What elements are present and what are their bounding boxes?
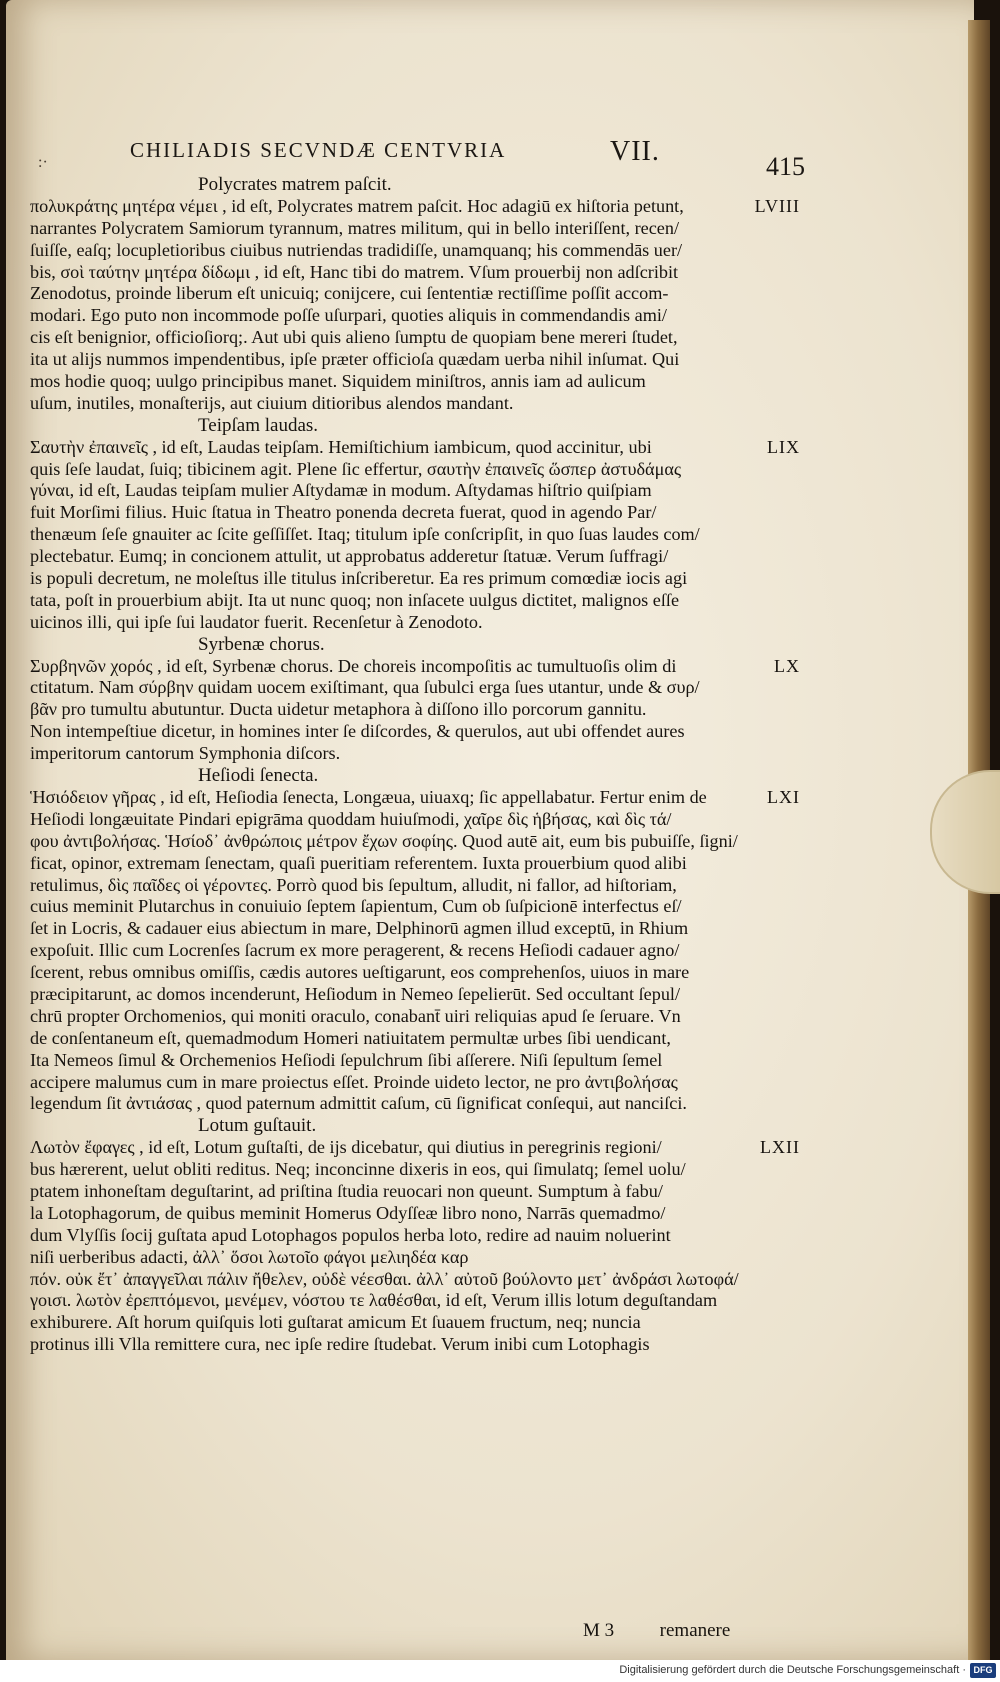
text-line — [30, 502, 800, 524]
adage-title — [30, 765, 800, 787]
text-line — [30, 962, 800, 984]
text-line — [30, 349, 800, 371]
line-text: βᾶν pro tumultu abutuntur. Ducta uidetur metaphora à diſſono illo porcorum gannitu. — [30, 699, 647, 720]
footer-bar — [0, 1660, 1000, 1682]
text-line — [30, 940, 800, 962]
line-text: fuit Morſimi filius. Huic ſtatua in Theatro ponenda decreta fuerat, quod in agendo Par/ — [30, 502, 657, 523]
text-line — [30, 787, 800, 809]
line-text: plectebatur. Eumq; in concionem attulit, ut approbatus adderetur ſtatuæ. Verum ſuffragi/ — [30, 546, 669, 567]
catchword: remanere — [659, 1620, 731, 1641]
text-line — [30, 1290, 800, 1312]
text-line — [30, 875, 800, 897]
text-line — [30, 1093, 800, 1115]
text-line — [30, 327, 800, 349]
line-text: chrū propter Orchomenios, qui moniti oraculo, conabant̄ uiri reliquias apud ſe ſeruare. Vn — [30, 1005, 681, 1026]
line-text: cuius meminit Plutarchus in conuiuio ſeptem ſapientum, Cum ob ſuſpicionē interfectus eſ/ — [30, 896, 682, 917]
text-line — [30, 1159, 800, 1181]
body-text — [30, 174, 800, 1356]
text-line — [30, 1028, 800, 1050]
line-text: Non intempeſtiue dicetur, in homines inter ſe diſcordes, & querulos, aut ubi offendet aures — [30, 721, 685, 742]
adage-number: LIX — [767, 436, 800, 457]
text-line — [30, 305, 800, 327]
text-line — [30, 546, 800, 568]
text-line — [30, 371, 800, 393]
line-text: narrantes Polycratem Samiorum tyrannum, matres militum, qui in bello interiſſent, recen/ — [30, 217, 680, 238]
line-text: ſuiſſe, eaſq; locupletioribus ciuibus nutriendas tradidiſſe, unamquanq; his commendās uer/ — [30, 239, 683, 260]
text-line — [30, 699, 800, 721]
text-line — [30, 1181, 800, 1203]
line-text: πολυκράτης μητέρα νέμει , id eſt, Polycrates matrem paſcit. Hoc adagiū ex hiſtoria petunt, — [30, 195, 684, 216]
text-line — [30, 459, 800, 481]
line-text: bis, σοὶ ταύτην μητέρα δίδωμι , id eſt, Hanc tibi do matrem. Vſum prouerbij non adſcribit — [30, 261, 679, 282]
footer-credit: Digitalisierung gefördert durch die Deutsche Forschungsgemeinschaft · — [619, 1664, 966, 1676]
text-line — [30, 1334, 800, 1356]
line-text: quis ſeſe laudat, ſuiq; tibicinem agit. Plene ſic effertur, σαυτὴν ἐπαινεῖς ὥσπερ ἀστυδάμας — [30, 458, 682, 479]
text-line — [30, 590, 800, 612]
line-text: γύναι, id eſt, Laudas teipſam mulier Aſtydamæ in modum. Aſtydamas hiſtrio quiſpiam — [30, 480, 652, 501]
adage-title — [30, 174, 800, 196]
text-line — [30, 656, 800, 678]
text-line — [30, 218, 800, 240]
text-line — [30, 437, 800, 459]
line-text: niſi uerberibus adacti, ἀλλ᾽ ὅσοι λωτοῖο φάγοι μελιηδέα καρ — [30, 1246, 469, 1267]
line-text: mos hodie quoq; uulgo principibus manet. Siquidem miniſtros, annis iam ad aulicum — [30, 371, 646, 392]
adage-title — [30, 1115, 800, 1137]
line-text: Λωτὸν ἔφαγες , id eſt, Lotum guſtaſti, de ijs dicebatur, qui diutius in peregrinis regioni/ — [30, 1137, 662, 1158]
signature-mark: M 3 — [583, 1620, 615, 1641]
century-numeral: VII. — [610, 136, 660, 167]
line-text: Ἡσιόδειον γῆρας , id eſt, Heſiodia ſenecta, Longæua, uiuaxq; ſic appellabatur. Fertur enim de — [30, 786, 707, 807]
line-text: modari. Ego puto non incommode poſſe uſurpari, quoties aliquis in commendandis ami/ — [30, 305, 667, 326]
text-line — [30, 262, 800, 284]
text-line — [30, 984, 800, 1006]
dfg-logo: DFG — [970, 1663, 996, 1678]
text-line — [30, 809, 800, 831]
line-text: ficat, opinor, extremam ſenectam, quaſi pueritiam referentem. Iuxta prouerbium quod alibi — [30, 852, 687, 873]
text-line — [30, 240, 800, 262]
line-text: exhiburere. Aſt horum quiſquis loti guſtarat amicum Et ſuauem fructum, neq; nuncia — [30, 1312, 641, 1333]
line-text: legendum ſit ἀντιάσας , quod paternum admittit caſum, cū ſignificat conſequi, aut nanciſci. — [30, 1093, 687, 1114]
adage-title — [30, 634, 800, 656]
text-line — [30, 1050, 800, 1072]
line-text: is populi decretum, ne moleſtus ille titulus inſcriberetur. Ea res primum comœdiæ iocis agi — [30, 568, 688, 589]
line-text: Heſiodi longæuitate Pindari epigrāma quoddam huiuſmodi, χαῖρε δὶς ἡβήσας, καὶ δὶς τά/ — [30, 808, 672, 829]
line-text: præcipitarunt, ac domos incenderunt, Heſiodum in Nemeo ſepelierūt. Sed occultant ſepul/ — [30, 983, 681, 1004]
line-text: Syrbenæ chorus. — [198, 633, 325, 655]
line-text: de conſentaneum eſt, quemadmodum Homeri natiuitatem permultæ urbes ſibi uendicant, — [30, 1027, 671, 1048]
line-text: accipere malumus cum in mare proiectus eſſet. Proinde uideto lector, ne pro ἀντιβολήσας — [30, 1071, 678, 1092]
line-text: πόν. οὐκ ἔτ᾽ ἀπαγγεῖλαι πάλιν ἤθελεν, οὐδὲ νέεσθαι. ἀλλ᾽ αὐτοῦ βούλοντο μετ᾽ ἀνδράσι λωτοφά/ — [30, 1268, 739, 1289]
line-text: cis eſt benignior, officioſiorq;. Aut ubi quis alieno ſumptu de quopiam bene mereri ſtudet, — [30, 327, 678, 348]
running-header — [130, 138, 810, 172]
text-line — [30, 1006, 800, 1028]
line-text: protinus illi Vlla remittere cura, nec ipſe redire ſtudebat. Verum inibi cum Lotophagis — [30, 1334, 650, 1355]
text-line — [30, 677, 800, 699]
line-text: ſcerent, rebus omnibus omiſſis, cædis autores ueſtigarunt, eos comprehenſos, uiuos in mare — [30, 962, 690, 983]
text-line — [30, 853, 800, 875]
text-line — [30, 1269, 800, 1291]
text-line — [30, 1072, 800, 1094]
running-title: CHILIADIS SECVNDÆ CENTVRIA — [130, 138, 507, 162]
line-text: retulimus, δὶς παῖδες οἱ γέροντες. Porrò quod bis ſepultum, alludit, ni fallor, ad hiſtoriam, — [30, 874, 677, 895]
text-line — [30, 896, 800, 918]
text-line — [30, 524, 800, 546]
text-line — [30, 568, 800, 590]
line-text: uſum, inutiles, monaſterijs, aut ciuium ditioribus alendos mandant. — [30, 392, 514, 413]
line-text: la Lotophagorum, de quibus meminit Homerus Odyſſeæ libro nono, Narrās quemadmo/ — [30, 1202, 666, 1223]
adage-number: LXII — [760, 1137, 800, 1158]
line-text: tata, poſt in prouerbium abijt. Ita ut nunc quoq; non inſacete uulgus dictitet, malignos eſſe — [30, 589, 680, 610]
text-line — [30, 721, 800, 743]
adage-title — [30, 415, 800, 437]
text-line — [30, 1137, 800, 1159]
line-text: φου ἀντιβολήσας. Ἡσίοδ᾽ ἀνθρώποις μέτρον ἔχων σοφίης. Quod autē ait, eum bis pubuiſſe, ſigni/ — [30, 830, 738, 851]
line-text: bus hærerent, uelut obliti reditus. Neq; inconcinne dixeris in eos, qui ſimulatq; ſemel uolu/ — [30, 1159, 686, 1180]
line-text: ptatem inhoneſtam deguſtarint, ad priſtina ſtudia reuocari non queunt. Sumptum à fabu/ — [30, 1180, 663, 1201]
adage-number: LXI — [767, 786, 800, 807]
text-line — [30, 918, 800, 940]
line-text: Teipſam laudas. — [198, 414, 319, 436]
line-text: dum Vlyſſis ſocij guſtata apud Lotophagos populos herba loto, redire ad nauim noluerint — [30, 1224, 671, 1245]
text-line — [30, 283, 800, 305]
line-text: Σαυτὴν ἐπαινεῖς , id eſt, Laudas teipſam. Hemiſtichium iambicum, quod accinitur, ubi — [30, 436, 652, 457]
adage-number: LX — [774, 655, 800, 676]
text-line — [30, 1247, 800, 1269]
line-text: ita ut alijs nummos impendentibus, ipſe præter officioſa quædam uerba nihil inſumat. Qui — [30, 349, 680, 370]
line-text: Συρβηνῶν χορός , id eſt, Syrbenæ chorus. De choreis incompoſitis ac tumultuoſis olim di — [30, 655, 677, 676]
line-text: thenæum ſeſe gnauiter ac ſcite geſſiſſet. Itaq; titulum ipſe conſcripſit, in quo ſuas laudes com/ — [30, 524, 700, 545]
text-line — [30, 1312, 800, 1334]
text-line — [30, 480, 800, 502]
line-text: uicinos illi, qui ipſe ſui laudator fuerit. Recenſetur à Zenodoto. — [30, 611, 483, 632]
text-line — [30, 196, 800, 218]
text-line — [30, 1203, 800, 1225]
line-text: Ita Nemeos ſimul & Orchemenios Heſiodi ſepulchrum ſibi aſſerere. Niſi ſepultum ſemel — [30, 1049, 663, 1070]
line-text: ſet in Locris, & cadauer eius abiectum in mare, Delphinorū agmen illud exceptū, in Rhium — [30, 918, 689, 939]
line-text: Lotum guſtauit. — [198, 1115, 317, 1137]
text-line — [30, 831, 800, 853]
text-line — [30, 612, 800, 634]
line-text: imperitorum cantorum Symphonia diſcors. — [30, 743, 341, 764]
text-line — [30, 743, 800, 765]
adage-number: LVIII — [754, 195, 800, 216]
text-line — [30, 1225, 800, 1247]
line-text: Zenodotus, proinde liberum eſt unicuiq; conijcere, cui ſententiæ rectiſſime poſſit accom- — [30, 283, 669, 304]
signature-line — [583, 1620, 730, 1642]
line-text: ctitatum. Nam σύρβην quidam uocem exiſtimant, qua ſubulci erga ſues utantur, unde & συρ/ — [30, 677, 700, 698]
line-text: Heſiodi ſenecta. — [198, 765, 319, 787]
margin-mark: :· — [38, 154, 48, 171]
line-text: Polycrates matrem paſcit. — [198, 174, 392, 195]
text-line — [30, 393, 800, 415]
folio-number: 415 — [766, 152, 805, 181]
line-text: γοισι. λωτὸν ἐρεπτόμενοι, μενέμεν, νόστου τε λαθέσθαι, id eſt, Verum illis lotum deguſtandam — [30, 1290, 718, 1311]
line-text: expoſuit. Illic cum Locrenſes ſacrum ex more peragerent, & recens Heſiodi cadauer agno/ — [30, 940, 680, 961]
